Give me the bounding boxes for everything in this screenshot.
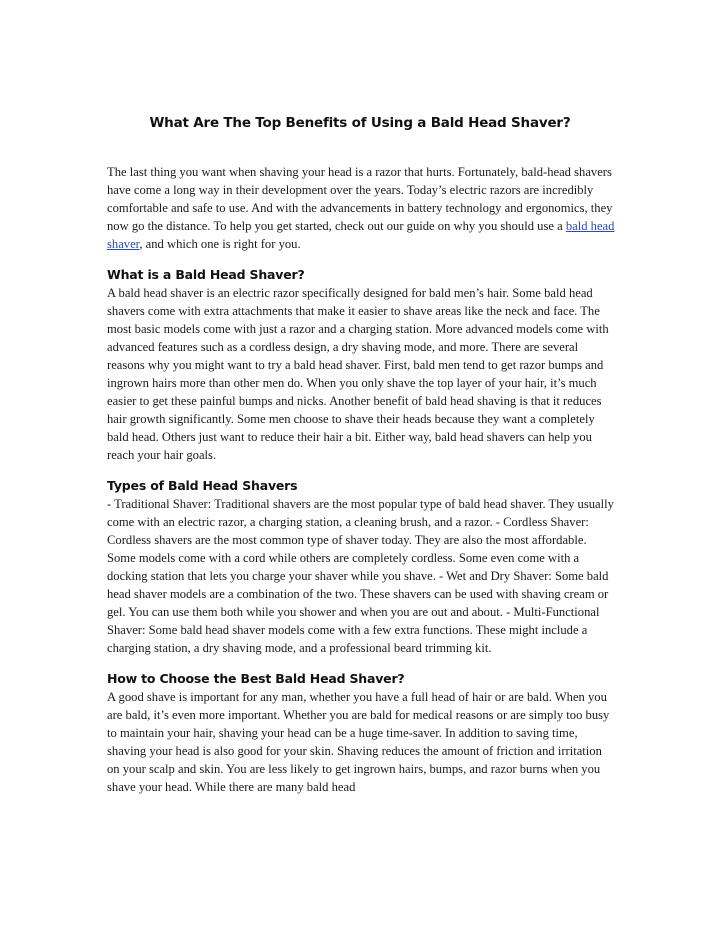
document-title: What Are The Top Benefits of Using a Bald Head Shaver? — [149, 115, 571, 131]
section-heading: What is a Bald Head Shaver? — [107, 267, 305, 282]
intro-paragraph — [107, 163, 615, 253]
section-body: - Traditional Shaver: Traditional shavers are the most popular type of bald head shaver. They usually come with an electric razor, a charging station, a cleaning brush, and a razor. - Cordless Shaver: Cordless shavers are the most common type of shaver today. They are also the most affordable. Some models come with a cord while others are completely cordless. Some even come with a docking station that lets you charge your shaver while you shave. - Wet and Dry Shaver: Some bald head shaver models are a combination of the two. These shavers can be used with shaving cream or gel. You can use them both while you shower and when you are out and about. - Multi-Functional Shaver: Some bald head shaver models come with a few extra functions. These might include a charging station, a dry shaving mode, and a professional beard trimming kit. — [107, 497, 614, 655]
intro-text-before-link: The last thing you want when shaving your head is a razor that hurts. Fortunately, bald-head shavers have come a long way in their development over the years. Today’s electric razors are incredibly comfortable and safe to use. And with the advancements in battery technology and ergonomics, they now go the distance. To help you get started, check out our guide on why you should use a — [107, 165, 613, 233]
intro-text-after-link: , and which one is right for you. — [139, 237, 301, 251]
section-how-to-choose — [107, 670, 615, 796]
document-body — [107, 163, 615, 809]
section-body: A good shave is important for any man, whether you have a full head of hair or are bald. When you are bald, it’s even more important. Whether you are bald for medical reasons or are simply too busy to maintain your hair, shaving your head can be a huge time-saver. In addition to saving time, shaving your head is also good for your skin. Shaving reduces the amount of friction and irritation on your scalp and skin. You are less likely to get ingrown hairs, bumps, and razor burns when you shave your head. While there are many bald head — [107, 690, 610, 794]
bald-head-shaver-link[interactable]: bald head shaver — [107, 219, 615, 251]
section-what-is — [107, 266, 615, 464]
section-body: A bald head shaver is an electric razor specifically designed for bald men’s hair. Some bald head shavers come with extra attachments that make it easier to shave areas like the neck and face. The most basic models come with just a razor and a charging station. More advanced models come with advanced features such as a cordless design, a dry shaving mode, and more. There are several reasons why you might want to try a bald head shaver. First, bald men tend to get razor bumps and ingrown hairs more than other men do. When you only shave the top layer of your hair, it’s much easier to get these painful bumps and nicks. Another benefit of bald head shaving is that it reduces hair growth significantly. Some men choose to shave their heads because they want a completely bald head. Others just want to reduce their hair a bit. Either way, bald head shavers can help you reach your hair goals. — [107, 286, 609, 462]
section-heading: How to Choose the Best Bald Head Shaver? — [107, 671, 405, 686]
section-heading: Types of Bald Head Shavers — [107, 478, 298, 493]
section-types — [107, 477, 615, 657]
